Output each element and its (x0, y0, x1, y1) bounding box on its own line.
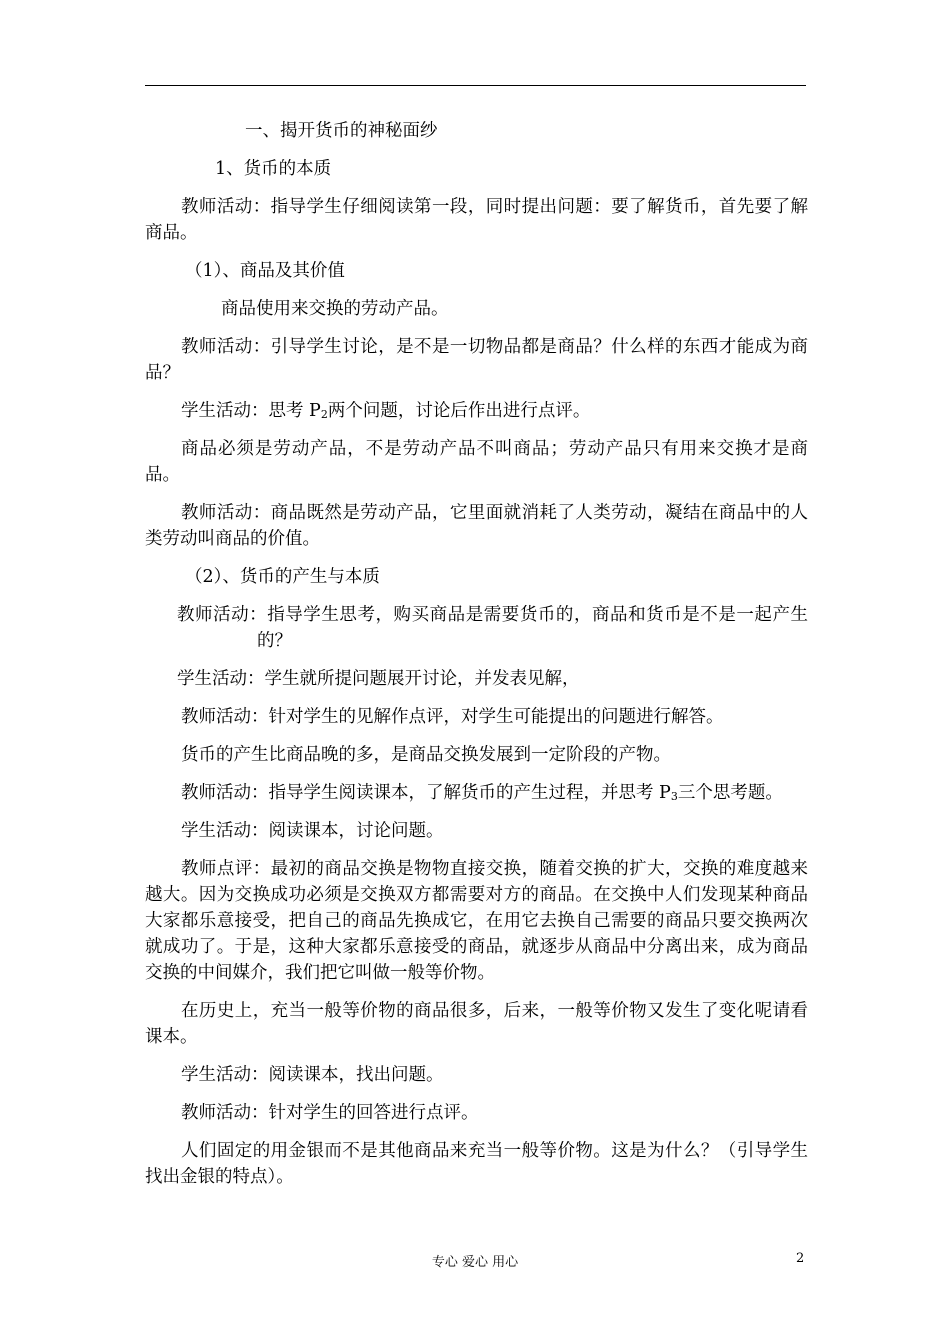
paragraph: 教师活动：针对学生的见解作点评，对学生可能提出的问题进行解答。 (181, 707, 724, 727)
paragraph: 学生活动：阅读课本，找出问题。 (181, 1065, 444, 1085)
paragraph: 学生活动：学生就所提问题展开讨论，并发表见解， (177, 669, 580, 689)
sub-heading: （2）、货币的产生与本质 (185, 567, 380, 587)
section-heading: 一、揭开货币的神秘面纱 (245, 121, 438, 141)
paragraph: 教师点评：最初的商品交换是物物直接交换，随着交换的扩大，交换的难度越来越大。因为交换成功必须是交换双方都需要对方的商品。在交换中人们发现某种商品大家都乐意接受，把自己的商品先换成它，在用它去换自己需要的商品只要交换两次就成功了。于是，这种大家都乐意接受的商品，就逐步从商品中分离出来，成为商品交换的中间媒介，我们把它叫做一般等价物。 (145, 859, 808, 983)
page-footer: 专心 爱心 用心 (431, 1255, 519, 1270)
subsection-heading: 1、货币的本质 (215, 159, 332, 179)
page-number: 2 (796, 1251, 805, 1266)
paragraph: 商品必须是劳动产品，不是劳动产品不叫商品；劳动产品只有用来交换才是商品。 (145, 439, 808, 485)
paragraph: 教师活动：商品既然是劳动产品，它里面就消耗了人类劳动，凝结在商品中的人类劳动叫商品的价值。 (145, 503, 808, 549)
paragraph: 人们固定的用金银而不是其他商品来充当一般等价物。这是为什么？（引导学生找出金银的特点）。 (145, 1141, 808, 1187)
header-rule (145, 85, 806, 86)
paragraph: 教师活动：指导学生思考，购买商品是需要货币的，商品和货币是不是一起产生的？ (177, 605, 808, 651)
sub-heading: （1）、商品及其价值 (185, 261, 345, 281)
paragraph: 学生活动：思考 $P_2$两个问题，讨论后作出进行点评。 (181, 401, 591, 421)
definition: 商品使用来交换的劳动产品。 (221, 299, 449, 319)
paragraph: 学生活动：阅读课本，讨论问题。 (181, 821, 444, 841)
paragraph: 教师活动：指导学生阅读课本，了解货币的产生过程，并思考 $P_3$三个思考题。 (181, 783, 783, 803)
document-body (145, 118, 808, 1202)
paragraph: 教师活动：指导学生仔细阅读第一段，同时提出问题：要了解货币，首先要了解商品。 (145, 197, 808, 243)
paragraph: 在历史上，充当一般等价物的商品很多，后来，一般等价物又发生了变化呢请看课本。 (145, 1001, 808, 1047)
paragraph: 教师活动：引导学生讨论，是不是一切物品都是商品？什么样的东西才能成为商品？ (145, 337, 808, 383)
paragraph: 教师活动：针对学生的回答进行点评。 (181, 1103, 479, 1123)
paragraph: 货币的产生比商品晚的多，是商品交换发展到一定阶段的产物。 (181, 745, 671, 765)
